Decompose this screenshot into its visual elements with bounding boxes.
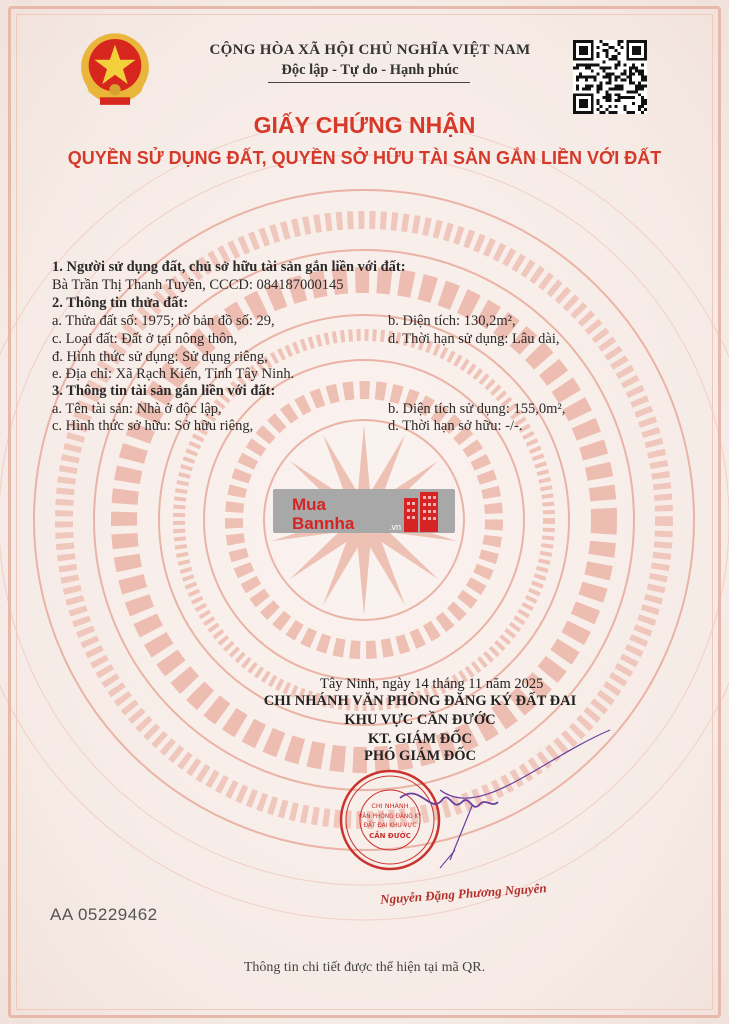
qr-module xyxy=(638,84,641,87)
qr-module xyxy=(629,78,632,81)
qr-module xyxy=(600,105,603,108)
qr-module xyxy=(635,70,638,73)
qr-module xyxy=(632,96,635,99)
qr-module xyxy=(644,78,647,81)
qr-module xyxy=(629,73,632,76)
qr-module xyxy=(617,99,620,102)
qr-module xyxy=(617,76,620,79)
qr-module xyxy=(603,70,606,73)
qr-module xyxy=(641,87,644,90)
qr-module xyxy=(641,99,644,102)
qr-module xyxy=(638,87,641,90)
qr-module xyxy=(623,78,626,81)
seal-line3: ĐẤT ĐAI KHU VỰC xyxy=(363,823,417,829)
qr-module xyxy=(585,87,588,90)
qr-finder xyxy=(632,46,641,55)
qr-module xyxy=(594,64,597,67)
qr-module xyxy=(597,87,600,90)
qr-module xyxy=(611,73,614,76)
watermark-logo-line2: Bannha xyxy=(292,514,355,533)
seal-line1: CHI NHÁNH xyxy=(371,802,409,810)
qr-module xyxy=(606,81,609,84)
qr-module xyxy=(623,96,626,99)
qr-module xyxy=(606,52,609,55)
motto: Độc lập - Tự do - Hạnh phúc xyxy=(281,62,459,78)
usage-form: đ. Hình thức sử dụng: Sử dụng riêng, xyxy=(52,349,268,365)
ownership-term: d. Thời hạn sở hữu: -/-. xyxy=(388,418,523,434)
qr-module xyxy=(588,84,591,87)
qr-module xyxy=(597,55,600,58)
signer-name: Nguyễn Đặng Phương Nguyên xyxy=(379,880,548,907)
qr-module xyxy=(597,46,600,49)
signer-role-1: KT. GIÁM ĐỐC xyxy=(367,731,473,747)
qr-module xyxy=(620,46,623,49)
qr-module xyxy=(626,90,629,93)
qr-module xyxy=(600,87,603,90)
qr-module xyxy=(609,93,612,96)
qr-module xyxy=(614,64,617,67)
qr-module xyxy=(641,70,644,73)
place-date: Tây Ninh, ngày 14 tháng 11 năm 2025 xyxy=(320,676,544,692)
qr-module xyxy=(597,52,600,55)
qr-module xyxy=(609,78,612,81)
qr-module xyxy=(609,81,612,84)
qr-module xyxy=(609,96,612,99)
qr-module xyxy=(614,99,617,102)
qr-module xyxy=(611,46,614,49)
qr-module xyxy=(597,90,600,93)
qr-module xyxy=(603,76,606,79)
qr-module xyxy=(597,108,600,111)
qr-module xyxy=(591,70,594,73)
qr-module xyxy=(588,87,591,90)
qr-module xyxy=(641,102,644,105)
qr-module xyxy=(644,76,647,79)
qr-module xyxy=(641,105,644,108)
qr-module xyxy=(606,96,609,99)
country-name: CỘNG HÒA XÃ HỘI CHỦ NGHĨA VIỆT NAM xyxy=(209,42,531,58)
signer-role-2: PHÓ GIÁM ĐỐC xyxy=(364,748,476,764)
qr-module xyxy=(614,78,617,81)
qr-module xyxy=(617,52,620,55)
national-emblem-icon xyxy=(68,24,162,118)
qr-module xyxy=(623,64,626,67)
qr-module xyxy=(638,93,641,96)
qr-module xyxy=(632,81,635,84)
qr-module xyxy=(576,84,579,87)
land-address: e. Địa chỉ: Xã Rạch Kiến, Tỉnh Tây Ninh. xyxy=(52,366,295,382)
qr-module xyxy=(600,40,603,43)
qr-module xyxy=(600,67,603,70)
qr-module xyxy=(606,55,609,58)
qr-module xyxy=(629,96,632,99)
qr-module xyxy=(614,76,617,79)
qr-module xyxy=(606,73,609,76)
qr-module xyxy=(629,81,632,84)
qr-module xyxy=(617,43,620,46)
qr-module xyxy=(576,87,579,90)
parcel-area: b. Diện tích: 130,2m², xyxy=(388,313,516,329)
issuing-office-area: KHU VỰC CẦN ĐƯỚC xyxy=(344,712,496,728)
qr-module xyxy=(606,90,609,93)
qr-module xyxy=(617,40,620,43)
qr-module xyxy=(606,43,609,46)
land-term: d. Thời hạn sử dụng: Lâu dài, xyxy=(388,331,560,347)
qr-module xyxy=(585,84,588,87)
qr-module xyxy=(614,55,617,58)
qr-module xyxy=(617,96,620,99)
serial-number: AA 05229462 xyxy=(50,905,158,924)
watermark-logo-line1: Mua xyxy=(292,495,326,514)
qr-module xyxy=(614,87,617,90)
qr-module xyxy=(606,76,609,79)
qr-module xyxy=(641,84,644,87)
qr-module xyxy=(591,76,594,79)
motto-underline xyxy=(268,82,470,83)
qr-module xyxy=(603,61,606,64)
qr-module xyxy=(594,76,597,79)
certificate-title: GIẤY CHỨNG NHẬN xyxy=(253,112,476,138)
qr-module xyxy=(611,87,614,90)
qr-module xyxy=(620,40,623,43)
qr-module xyxy=(626,76,629,79)
qr-module xyxy=(617,84,620,87)
owner-line: Bà Trần Thị Thanh Tuyền, CCCD: 084187000145 xyxy=(52,277,344,293)
qr-module xyxy=(638,73,641,76)
qr-module xyxy=(620,78,623,81)
qr-module xyxy=(638,108,641,111)
qr-module xyxy=(582,87,585,90)
qr-module xyxy=(606,67,609,70)
section2-heading: 2. Thông tin thửa đất: xyxy=(52,295,189,311)
qr-module xyxy=(591,64,594,67)
qr-module xyxy=(609,76,612,79)
qr-module xyxy=(635,90,638,93)
qr-module xyxy=(623,108,626,111)
qr-module xyxy=(641,64,644,67)
qr-module xyxy=(609,46,612,49)
qr-module xyxy=(609,105,612,108)
certificate-subtitle: QUYỀN SỬ DỤNG ĐẤT, QUYỀN SỞ HỮU TÀI SẢN GẮN LIỀN VỚI ĐẤT xyxy=(67,148,662,168)
qr-module xyxy=(614,93,617,96)
qr-module xyxy=(594,78,597,81)
qr-module xyxy=(609,58,612,61)
qr-module xyxy=(609,87,612,90)
qr-finder xyxy=(579,99,588,108)
qr-module xyxy=(617,87,620,90)
seal-line2: VĂN PHÒNG ĐĂNG KÝ xyxy=(358,814,422,820)
handwritten-signature xyxy=(380,720,640,870)
qr-module xyxy=(629,67,632,70)
qr-module xyxy=(600,81,603,84)
qr-module xyxy=(632,102,635,105)
qr-module xyxy=(606,93,609,96)
land-type: c. Loại đất: Đất ở tại nông thôn, xyxy=(52,331,238,347)
qr-module xyxy=(597,102,600,105)
qr-module xyxy=(632,64,635,67)
qr-module xyxy=(614,67,617,70)
qr-module xyxy=(623,73,626,76)
qr-module xyxy=(597,73,600,76)
qr-module xyxy=(641,76,644,79)
qr-module xyxy=(617,64,620,67)
qr-module xyxy=(638,70,641,73)
qr-module xyxy=(597,64,600,67)
qr-module xyxy=(620,73,623,76)
asset-area: b. Diện tích sử dụng: 155,0m², xyxy=(388,401,566,417)
qr-footer-note: Thông tin chi tiết được thể hiện tại mã QR. xyxy=(243,960,486,975)
qr-module xyxy=(603,96,606,99)
qr-module xyxy=(629,70,632,73)
qr-module xyxy=(641,73,644,76)
parcel-number: a. Thửa đất số: 1975; tờ bản đồ số: 29, xyxy=(52,313,275,329)
ownership-form: c. Hình thức sở hữu: Sở hữu riêng, xyxy=(52,418,254,434)
qr-module xyxy=(617,61,620,64)
qr-module xyxy=(597,99,600,102)
watermark-logo-suffix: .vn xyxy=(389,522,402,532)
qr-module xyxy=(606,108,609,111)
qr-module xyxy=(603,49,606,52)
qr-module xyxy=(617,93,620,96)
qr-module xyxy=(620,96,623,99)
asset-name: a. Tên tài sản: Nhà ở độc lập, xyxy=(52,401,222,417)
qr-module xyxy=(597,84,600,87)
qr-module xyxy=(606,49,609,52)
qr-module xyxy=(638,81,641,84)
qr-module xyxy=(614,105,617,108)
qr-module xyxy=(620,84,623,87)
qr-module xyxy=(626,96,629,99)
qr-module xyxy=(603,67,606,70)
qr-module xyxy=(644,99,647,102)
qr-module xyxy=(635,84,638,87)
qr-module xyxy=(644,102,647,105)
qr-module xyxy=(629,76,632,79)
qr-module xyxy=(591,84,594,87)
qr-module xyxy=(614,49,617,52)
qr-module xyxy=(644,108,647,111)
qr-module xyxy=(638,105,641,108)
issuing-office: CHI NHÁNH VĂN PHÒNG ĐĂNG KÝ ĐẤT ĐAI xyxy=(263,693,577,709)
qr-module xyxy=(606,99,609,102)
qr-module xyxy=(609,67,612,70)
qr-module xyxy=(632,90,635,93)
qr-module xyxy=(620,87,623,90)
qr-module xyxy=(611,58,614,61)
qr-module xyxy=(629,90,632,93)
section1-heading: 1. Người sử dụng đất, chủ sở hữu tài sản gắn liền với đất: xyxy=(52,259,406,275)
qr-module xyxy=(611,55,614,58)
qr-module xyxy=(600,84,603,87)
qr-module xyxy=(632,67,635,70)
qr-module xyxy=(603,43,606,46)
qr-module xyxy=(609,99,612,102)
qr-module xyxy=(614,58,617,61)
qr-module xyxy=(635,87,638,90)
qr-module xyxy=(632,73,635,76)
qr-module xyxy=(641,78,644,81)
qr-module xyxy=(614,84,617,87)
qr-module xyxy=(609,73,612,76)
qr-module xyxy=(644,84,647,87)
section3-heading: 3. Thông tin tài sản gắn liền với đất: xyxy=(52,383,276,399)
qr-module xyxy=(623,70,626,73)
seal-line4: CẦN ĐƯỚC xyxy=(369,832,411,840)
qr-module xyxy=(641,96,644,99)
qr-module xyxy=(623,105,626,108)
qr-module xyxy=(635,67,638,70)
building-icon xyxy=(400,490,442,532)
